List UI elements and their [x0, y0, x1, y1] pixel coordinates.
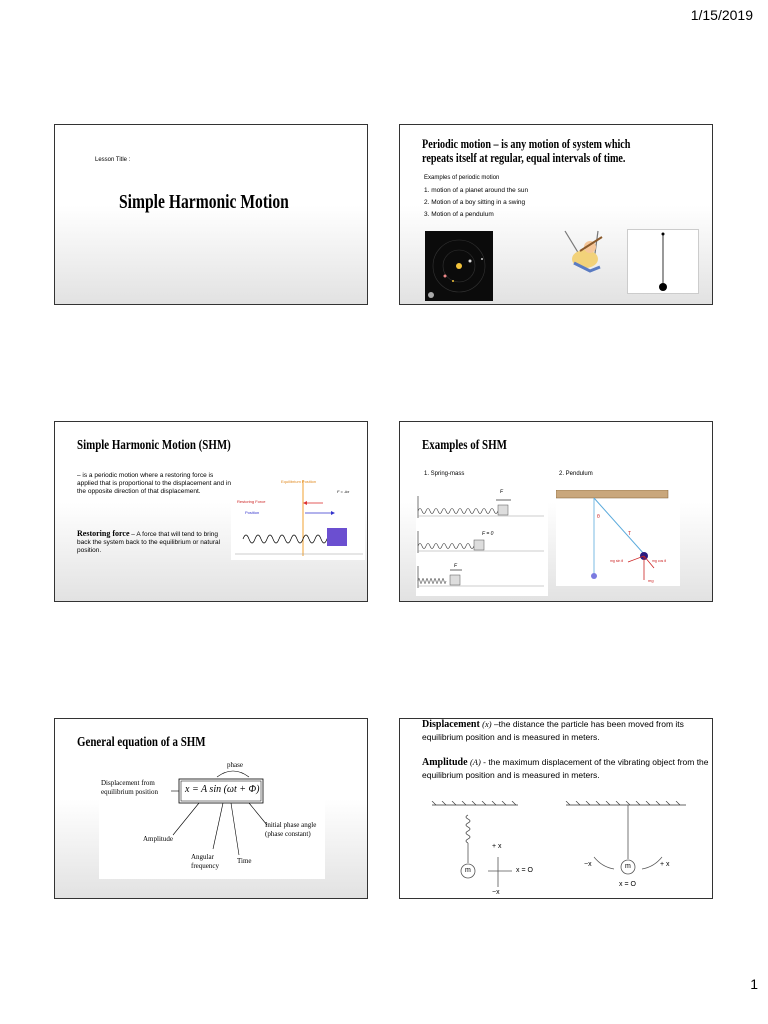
spring-mass-label: 1. Spring-mass [424, 471, 465, 477]
amplitude-label: Amplitude [143, 835, 173, 843]
solar-system-image [425, 231, 493, 301]
shm-definition: – is a periodic motion where a restoring force is applied that is proportional to the displacement and in the opposite direction of that displacement. [77, 472, 231, 495]
position-label: Position [245, 510, 260, 515]
boy-swing-image [560, 229, 610, 281]
restoring-force-diagram [231, 472, 365, 560]
displacement-diagram [428, 801, 698, 897]
spring-force-label-2: F = 0 [482, 531, 494, 537]
general-equation-title: General equation of a SHM [77, 735, 206, 750]
spring-force-label-3: F [454, 563, 458, 569]
slide-4 [399, 421, 713, 602]
minus-x-label: −x [492, 889, 500, 896]
mg-sin-label: mg sin θ [610, 559, 624, 563]
restoring-force-label: Restoring Force [237, 499, 266, 504]
lesson-title-label: Lesson Title : [95, 157, 131, 163]
slide-6 [399, 718, 713, 899]
list-item: 1. motion of a planet around the sun [424, 187, 529, 194]
examples-list [424, 185, 528, 221]
mass-label-left: m [465, 867, 471, 874]
mass-label-right: m [625, 863, 631, 870]
slide-title: Simple Harmonic Motion [119, 191, 289, 213]
examples-shm-title: Examples of SHM [422, 438, 507, 453]
phase-label: phase [227, 761, 243, 769]
displacement-symbol: (x) [482, 719, 492, 729]
pendulum-image [627, 229, 699, 294]
slide-5 [54, 718, 368, 899]
amplitude-term: Amplitude [422, 757, 468, 768]
list-item: 2. Motion of a boy sitting in a swing [424, 199, 526, 206]
right-x-label: + x [660, 861, 670, 868]
periodic-motion-heading [422, 137, 630, 165]
plus-x-label: + x [492, 843, 502, 850]
shm-equation: x = A sin (ωt + Φ) [185, 784, 260, 795]
x-zero-label-right: x = O [619, 881, 636, 888]
displacement-label: Displacement from equilibrium position [101, 779, 158, 796]
tension-label: T [628, 531, 632, 537]
restoring-force-term: Restoring force [77, 529, 130, 538]
amplitude-text [422, 756, 712, 781]
spring-force-label-1: F [500, 489, 504, 495]
mg-cos-label: mg cos θ [652, 559, 667, 563]
amplitude-symbol: (A) [469, 757, 481, 767]
amplitude-definition: - the maximum displacement of the vibrating object from the equilibrium position and is measured in meters. [422, 757, 709, 780]
slide-3 [54, 421, 368, 602]
print-date: 1/15/2019 [690, 7, 753, 23]
pendulum-label: 2. Pendulum [559, 471, 593, 477]
equilibrium-position-label: Equilibrium Position [281, 479, 317, 484]
list-item: 3. Motion of a pendulum [424, 211, 494, 218]
theta-label: θ [597, 514, 600, 520]
time-label: Time [237, 857, 252, 865]
pendulum-diagram [556, 490, 680, 586]
shm-equation-diagram [99, 759, 325, 879]
restoring-force-text [77, 530, 233, 555]
examples-label: Examples of periodic motion [424, 175, 500, 181]
heading-line-1: Periodic motion – is any motion of system which [422, 136, 631, 151]
hookes-law-formula: F = -kx [337, 489, 350, 494]
slide-1 [54, 124, 368, 305]
x-zero-label: x = O [516, 867, 533, 874]
left-x-label: −x [584, 861, 592, 868]
restoring-force-definition: – A force that will tend to bring back the system back to the equilibrium or natural position. [77, 531, 221, 554]
mg-label: mg [648, 578, 654, 583]
page-number: 1 [750, 976, 758, 992]
spring-mass-diagram [416, 486, 548, 596]
heading-line-2: repeats itself at regular, equal intervals of time. [422, 150, 626, 165]
displacement-text [422, 718, 712, 743]
displacement-definition: –the distance the particle has been moved from its equilibrium position and is measured in meters. [422, 719, 684, 742]
shm-title: Simple Harmonic Motion (SHM) [77, 438, 231, 453]
displacement-term: Displacement [422, 719, 480, 730]
slide-2 [399, 124, 713, 305]
angular-frequency-label: Angular frequency [191, 853, 219, 870]
initial-phase-label: Initial phase angle (phase constant) [265, 821, 317, 838]
